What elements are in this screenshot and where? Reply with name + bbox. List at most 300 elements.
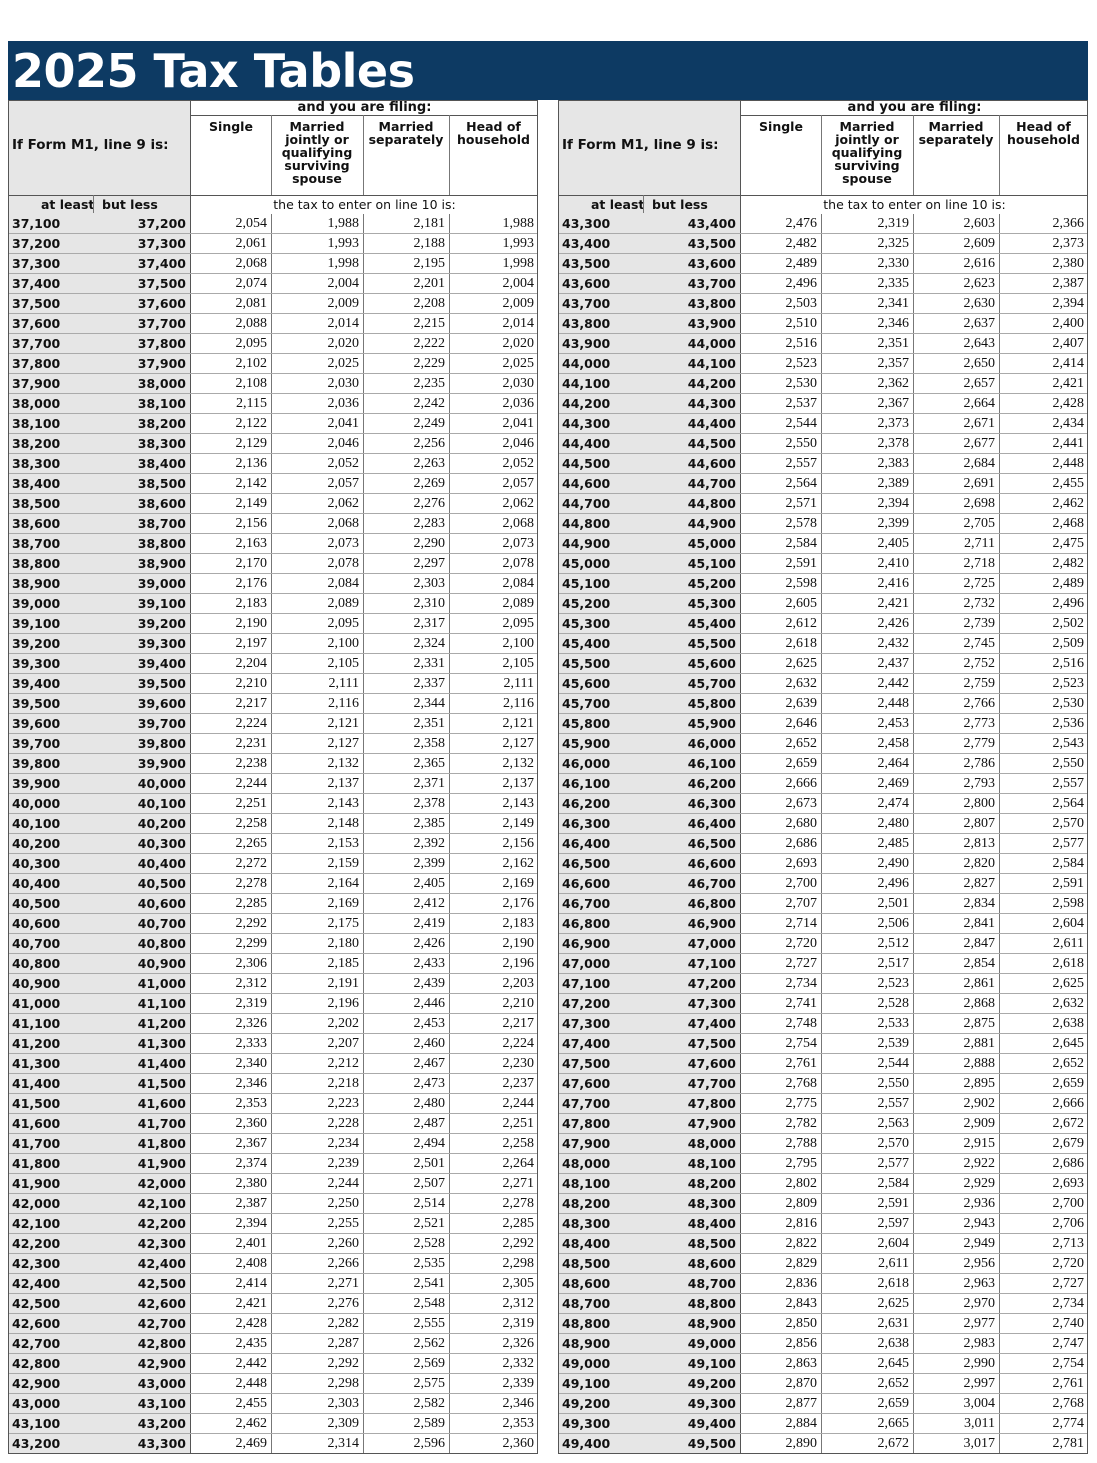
tax-married-joint: 2,084 — [271, 574, 363, 594]
income-but-less: 37,600 — [93, 294, 191, 314]
tax-single: 2,802 — [785, 1176, 817, 1191]
table-row — [558, 1074, 1088, 1094]
filing-status-label: and you are filing: — [191, 100, 538, 116]
income-at-least: 45,200 — [558, 594, 643, 614]
income-but-less: 49,500 — [643, 1434, 741, 1454]
tax-single: 2,258 — [235, 816, 267, 831]
tax-single: 2,353 — [235, 1096, 267, 1111]
income-at-least: 39,600 — [8, 714, 93, 734]
tax-married-separate: 2,684 — [913, 454, 999, 474]
table-row — [8, 234, 538, 254]
table-row — [558, 274, 1088, 294]
tax-married-separate: 2,664 — [913, 394, 999, 414]
income-at-least: 41,700 — [8, 1134, 93, 1154]
tax-single: 2,564 — [785, 476, 817, 491]
tax-married-joint: 2,604 — [821, 1234, 913, 1254]
tax-married-separate: 2,915 — [913, 1134, 999, 1154]
tax-single: 2,850 — [785, 1316, 817, 1331]
income-but-less: 41,600 — [93, 1094, 191, 1114]
income-at-least: 47,400 — [558, 1034, 643, 1054]
income-but-less: 45,800 — [643, 694, 741, 714]
tax-head-of-household: 2,224 — [449, 1034, 538, 1054]
tax-single: 2,666 — [785, 776, 817, 791]
income-at-least: 46,200 — [558, 794, 643, 814]
table-row — [8, 1274, 538, 1294]
income-at-least: 49,000 — [558, 1354, 643, 1374]
tax-single: 2,204 — [235, 656, 267, 671]
tax-married-separate: 2,569 — [363, 1354, 449, 1374]
tax-married-separate: 2,616 — [913, 254, 999, 274]
income-at-least: 38,600 — [8, 514, 93, 534]
tax-head-of-household: 2,353 — [449, 1414, 538, 1434]
income-but-less: 42,300 — [93, 1234, 191, 1254]
income-but-less: 47,100 — [643, 954, 741, 974]
table-row — [8, 474, 538, 494]
tax-head-of-household: 2,679 — [999, 1134, 1088, 1154]
table-row — [558, 854, 1088, 874]
tax-head-of-household: 2,004 — [449, 274, 538, 294]
income-but-less: 37,200 — [93, 214, 191, 234]
income-but-less: 46,900 — [643, 914, 741, 934]
tax-single: 2,639 — [785, 696, 817, 711]
tax-married-separate: 2,745 — [913, 634, 999, 654]
tax-married-joint: 2,041 — [271, 414, 363, 434]
income-at-least: 47,300 — [558, 1014, 643, 1034]
income-at-least: 37,900 — [8, 374, 93, 394]
table-row — [558, 1234, 1088, 1254]
tax-head-of-household: 2,584 — [999, 854, 1088, 874]
income-but-less: 47,400 — [643, 1014, 741, 1034]
tax-married-separate: 2,596 — [363, 1434, 449, 1454]
income-but-less: 49,400 — [643, 1414, 741, 1434]
tax-head-of-household: 2,394 — [999, 294, 1088, 314]
table-row — [8, 1034, 538, 1054]
tax-head-of-household: 2,441 — [999, 434, 1088, 454]
tax-married-separate: 2,786 — [913, 754, 999, 774]
income-but-less: 43,700 — [643, 274, 741, 294]
table-row — [558, 1314, 1088, 1334]
tax-single: 2,489 — [785, 256, 817, 271]
tax-single: 2,312 — [235, 976, 267, 991]
tax-single: 2,442 — [235, 1356, 267, 1371]
income-but-less: 48,600 — [643, 1254, 741, 1274]
income-at-least: 45,400 — [558, 634, 643, 654]
tax-single: 2,462 — [235, 1416, 267, 1431]
income-but-less: 39,400 — [93, 654, 191, 674]
tax-head-of-household: 2,570 — [999, 814, 1088, 834]
income-but-less: 48,200 — [643, 1174, 741, 1194]
income-at-least: 48,200 — [558, 1194, 643, 1214]
table-row — [558, 1274, 1088, 1294]
tax-single: 2,360 — [235, 1116, 267, 1131]
tax-married-joint: 2,218 — [271, 1074, 363, 1094]
tax-married-joint: 2,659 — [821, 1394, 913, 1414]
income-at-least: 44,400 — [558, 434, 643, 454]
tax-married-separate: 2,956 — [913, 1254, 999, 1274]
tax-married-separate: 2,331 — [363, 654, 449, 674]
income-at-least: 42,100 — [8, 1214, 93, 1234]
tax-married-separate: 2,970 — [913, 1294, 999, 1314]
tax-married-joint: 2,378 — [821, 434, 913, 454]
income-but-less: 47,700 — [643, 1074, 741, 1094]
tax-married-separate: 2,650 — [913, 354, 999, 374]
tax-head-of-household: 2,244 — [449, 1094, 538, 1114]
income-at-least: 45,100 — [558, 574, 643, 594]
tax-married-joint: 2,100 — [271, 634, 363, 654]
income-at-least: 46,300 — [558, 814, 643, 834]
tax-head-of-household: 2,611 — [999, 934, 1088, 954]
tax-single: 2,557 — [785, 456, 817, 471]
tax-married-joint: 2,271 — [271, 1274, 363, 1294]
tax-head-of-household: 2,387 — [999, 274, 1088, 294]
tax-married-separate: 2,181 — [363, 214, 449, 234]
income-but-less: 46,600 — [643, 854, 741, 874]
tax-head-of-household: 2,196 — [449, 954, 538, 974]
table-row — [8, 374, 538, 394]
tax-married-joint: 2,335 — [821, 274, 913, 294]
tax-married-separate: 2,773 — [913, 714, 999, 734]
tax-married-separate: 2,494 — [363, 1134, 449, 1154]
tax-married-joint: 2,303 — [271, 1394, 363, 1414]
tax-married-joint: 2,121 — [271, 714, 363, 734]
tax-single: 2,761 — [785, 1056, 817, 1071]
income-at-least: 40,000 — [8, 794, 93, 814]
tax-single: 2,659 — [785, 756, 817, 771]
tax-married-joint: 2,164 — [271, 874, 363, 894]
income-at-least: 48,100 — [558, 1174, 643, 1194]
table-row — [8, 1154, 538, 1174]
tax-married-separate: 2,263 — [363, 454, 449, 474]
income-but-less: 45,700 — [643, 674, 741, 694]
tax-married-joint: 2,665 — [821, 1414, 913, 1434]
tax-head-of-household: 2,693 — [999, 1174, 1088, 1194]
tax-married-joint: 2,143 — [271, 794, 363, 814]
tax-single: 2,108 — [235, 376, 267, 391]
tax-married-joint: 2,416 — [821, 574, 913, 594]
income-at-least: 47,900 — [558, 1134, 643, 1154]
income-but-less: 44,000 — [643, 334, 741, 354]
table-row — [558, 694, 1088, 714]
tax-line-label: the tax to enter on line 10 is: — [741, 195, 1088, 214]
tax-married-joint: 2,362 — [821, 374, 913, 394]
income-but-less: 40,300 — [93, 834, 191, 854]
tax-single: 2,408 — [235, 1256, 267, 1271]
tax-single: 2,510 — [785, 316, 817, 331]
table-row — [558, 314, 1088, 334]
tax-head-of-household: 2,727 — [999, 1274, 1088, 1294]
tax-single: 2,625 — [785, 656, 817, 671]
income-at-least: 42,700 — [8, 1334, 93, 1354]
tax-single: 2,537 — [785, 396, 817, 411]
income-but-less: 38,300 — [93, 434, 191, 454]
income-at-least: 40,200 — [8, 834, 93, 854]
tax-single: 2,068 — [235, 256, 267, 271]
tax-married-joint: 2,314 — [271, 1434, 363, 1454]
table-row — [8, 534, 538, 554]
tax-single: 2,190 — [235, 616, 267, 631]
income-but-less: 42,900 — [93, 1354, 191, 1374]
income-but-less: 46,300 — [643, 794, 741, 814]
tax-married-separate: 2,698 — [913, 494, 999, 514]
income-but-less: 44,300 — [643, 394, 741, 414]
tax-single: 2,673 — [785, 796, 817, 811]
income-but-less: 44,100 — [643, 354, 741, 374]
tax-head-of-household: 2,468 — [999, 514, 1088, 534]
tax-married-joint: 2,480 — [821, 814, 913, 834]
table-row — [558, 634, 1088, 654]
table-row — [8, 1014, 538, 1034]
tax-head-of-household: 2,312 — [449, 1294, 538, 1314]
table-row — [8, 294, 538, 314]
table-row — [8, 854, 538, 874]
tax-head-of-household: 2,203 — [449, 974, 538, 994]
income-but-less: 38,400 — [93, 454, 191, 474]
income-but-less: 41,300 — [93, 1034, 191, 1054]
tax-head-of-household: 2,516 — [999, 654, 1088, 674]
col-married-joint-header: Married jointly or qualifying surviving spouse — [281, 119, 353, 186]
tax-married-joint: 2,539 — [821, 1034, 913, 1054]
income-but-less: 42,200 — [93, 1214, 191, 1234]
tax-single: 2,387 — [235, 1196, 267, 1211]
income-but-less: 48,400 — [643, 1214, 741, 1234]
tax-married-joint: 2,544 — [821, 1054, 913, 1074]
tax-head-of-household: 2,073 — [449, 534, 538, 554]
tax-married-separate: 2,779 — [913, 734, 999, 754]
income-at-least: 47,200 — [558, 994, 643, 1014]
tax-married-joint: 2,437 — [821, 654, 913, 674]
tax-married-separate: 2,657 — [913, 374, 999, 394]
tax-head-of-household: 2,041 — [449, 414, 538, 434]
income-but-less: 38,700 — [93, 514, 191, 534]
tax-single: 2,394 — [235, 1216, 267, 1231]
table-row — [8, 1434, 538, 1454]
income-at-least: 40,600 — [8, 914, 93, 934]
tax-single: 2,061 — [235, 236, 267, 251]
tax-married-joint: 2,127 — [271, 734, 363, 754]
table-row — [558, 1214, 1088, 1234]
tax-head-of-household: 2,489 — [999, 574, 1088, 594]
table-row — [8, 974, 538, 994]
table-row — [558, 994, 1088, 1014]
tax-head-of-household: 2,530 — [999, 694, 1088, 714]
table-row — [558, 1294, 1088, 1314]
tax-married-separate: 2,983 — [913, 1334, 999, 1354]
tax-married-separate: 2,392 — [363, 834, 449, 854]
tax-married-separate: 2,235 — [363, 374, 449, 394]
header-divider — [449, 115, 450, 195]
tax-married-separate: 2,990 — [913, 1354, 999, 1374]
tax-single: 2,455 — [235, 1396, 267, 1411]
tax-married-separate: 2,732 — [913, 594, 999, 614]
income-but-less: 41,700 — [93, 1114, 191, 1134]
tax-single: 2,469 — [235, 1436, 267, 1451]
tax-head-of-household: 2,264 — [449, 1154, 538, 1174]
table-row — [558, 534, 1088, 554]
income-at-least: 39,200 — [8, 634, 93, 654]
income-at-least: 43,900 — [558, 334, 643, 354]
tax-married-separate: 2,412 — [363, 894, 449, 914]
income-but-less: 37,700 — [93, 314, 191, 334]
income-but-less: 46,100 — [643, 754, 741, 774]
tax-single: 2,870 — [785, 1376, 817, 1391]
income-but-less: 48,900 — [643, 1314, 741, 1334]
income-at-least: 42,000 — [8, 1194, 93, 1214]
tax-married-joint: 2,625 — [821, 1294, 913, 1314]
table-row — [558, 334, 1088, 354]
tax-head-of-household: 2,475 — [999, 534, 1088, 554]
tax-head-of-household: 2,292 — [449, 1234, 538, 1254]
income-at-least: 46,000 — [558, 754, 643, 774]
tax-single: 2,591 — [785, 556, 817, 571]
tax-married-separate: 2,997 — [913, 1374, 999, 1394]
tax-single: 2,714 — [785, 916, 817, 931]
col-married-sep-header: Married separately — [368, 119, 444, 147]
table-row — [558, 894, 1088, 914]
tax-single: 2,088 — [235, 316, 267, 331]
tax-married-separate: 2,813 — [913, 834, 999, 854]
table-row — [8, 1334, 538, 1354]
tax-single: 2,340 — [235, 1056, 267, 1071]
tax-head-of-household: 2,052 — [449, 454, 538, 474]
tax-head-of-household: 2,062 — [449, 494, 538, 514]
income-but-less: 45,500 — [643, 634, 741, 654]
income-at-least: 47,700 — [558, 1094, 643, 1114]
income-at-least: 41,400 — [8, 1074, 93, 1094]
tax-single: 2,775 — [785, 1096, 817, 1111]
income-at-least: 41,200 — [8, 1034, 93, 1054]
tax-married-separate: 2,541 — [363, 1274, 449, 1294]
tax-married-separate: 2,643 — [913, 334, 999, 354]
tax-married-joint: 2,089 — [271, 594, 363, 614]
income-at-least: 44,700 — [558, 494, 643, 514]
table-row — [558, 474, 1088, 494]
income-but-less: 43,600 — [643, 254, 741, 274]
tax-married-joint: 2,563 — [821, 1114, 913, 1134]
tax-married-joint: 2,442 — [821, 674, 913, 694]
income-at-least: 49,300 — [558, 1414, 643, 1434]
tax-married-joint: 2,137 — [271, 774, 363, 794]
tax-single: 2,646 — [785, 716, 817, 731]
income-but-less: 39,200 — [93, 614, 191, 634]
tax-head-of-household: 2,462 — [999, 494, 1088, 514]
income-but-less: 40,200 — [93, 814, 191, 834]
income-but-less: 43,400 — [643, 214, 741, 234]
income-but-less: 39,600 — [93, 694, 191, 714]
tax-married-joint: 2,325 — [821, 234, 913, 254]
tax-married-joint: 2,239 — [271, 1154, 363, 1174]
tax-married-separate: 2,875 — [913, 1014, 999, 1034]
income-at-least: 44,800 — [558, 514, 643, 534]
tax-head-of-household: 2,428 — [999, 394, 1088, 414]
table-row — [8, 334, 538, 354]
tax-married-joint: 2,523 — [821, 974, 913, 994]
tax-single: 2,476 — [785, 216, 817, 231]
tax-head-of-household: 2,095 — [449, 614, 538, 634]
tax-single: 2,863 — [785, 1356, 817, 1371]
tax-married-joint: 2,474 — [821, 794, 913, 814]
income-but-less: 42,600 — [93, 1294, 191, 1314]
income-but-less: 38,000 — [93, 374, 191, 394]
tax-married-joint: 2,458 — [821, 734, 913, 754]
header-divider — [643, 195, 644, 213]
tax-head-of-household: 2,089 — [449, 594, 538, 614]
table-row — [558, 674, 1088, 694]
tax-head-of-household: 2,720 — [999, 1254, 1088, 1274]
tax-head-of-household: 2,346 — [449, 1394, 538, 1414]
tax-married-separate: 2,188 — [363, 234, 449, 254]
income-but-less: 44,200 — [643, 374, 741, 394]
table-row — [8, 1374, 538, 1394]
income-at-least: 46,700 — [558, 894, 643, 914]
income-but-less: 48,500 — [643, 1234, 741, 1254]
income-but-less: 38,900 — [93, 554, 191, 574]
tax-single: 2,374 — [235, 1156, 267, 1171]
income-at-least: 38,700 — [8, 534, 93, 554]
tax-single: 2,231 — [235, 736, 267, 751]
tax-single: 2,571 — [785, 496, 817, 511]
income-but-less: 41,800 — [93, 1134, 191, 1154]
tax-single: 2,727 — [785, 956, 817, 971]
tax-married-separate: 2,446 — [363, 994, 449, 1014]
tax-single: 2,605 — [785, 596, 817, 611]
tax-married-separate: 2,371 — [363, 774, 449, 794]
tax-married-separate: 2,480 — [363, 1094, 449, 1114]
tax-head-of-household: 2,421 — [999, 374, 1088, 394]
income-at-least: 40,800 — [8, 954, 93, 974]
but-less-label: but less — [652, 197, 708, 212]
income-at-least: 41,000 — [8, 994, 93, 1014]
income-at-least: 42,500 — [8, 1294, 93, 1314]
tax-single: 2,816 — [785, 1216, 817, 1231]
income-at-least: 39,100 — [8, 614, 93, 634]
tax-married-joint: 2,469 — [821, 774, 913, 794]
tax-head-of-household: 2,543 — [999, 734, 1088, 754]
title-bar — [8, 41, 1088, 100]
tax-married-joint: 2,490 — [821, 854, 913, 874]
tax-married-joint: 2,383 — [821, 454, 913, 474]
income-at-least: 43,200 — [8, 1434, 93, 1454]
table-row — [8, 494, 538, 514]
tax-head-of-household: 2,761 — [999, 1374, 1088, 1394]
table-row — [558, 834, 1088, 854]
tax-single: 2,550 — [785, 436, 817, 451]
tax-married-separate: 2,895 — [913, 1074, 999, 1094]
tax-head-of-household: 2,536 — [999, 714, 1088, 734]
table-row — [8, 254, 538, 274]
tax-married-joint: 2,282 — [271, 1314, 363, 1334]
tax-married-separate: 2,847 — [913, 934, 999, 954]
income-at-least: 37,700 — [8, 334, 93, 354]
tax-married-separate: 2,949 — [913, 1234, 999, 1254]
income-at-least: 37,100 — [8, 214, 93, 234]
income-but-less: 42,800 — [93, 1334, 191, 1354]
income-but-less: 41,500 — [93, 1074, 191, 1094]
table-row — [558, 574, 1088, 594]
tax-married-separate: 2,365 — [363, 754, 449, 774]
tax-married-separate: 2,630 — [913, 294, 999, 314]
income-but-less: 45,300 — [643, 594, 741, 614]
tax-married-joint: 2,584 — [821, 1174, 913, 1194]
income-but-less: 39,000 — [93, 574, 191, 594]
table-row — [558, 954, 1088, 974]
tax-married-separate: 2,739 — [913, 614, 999, 634]
tax-married-joint: 2,212 — [271, 1054, 363, 1074]
income-at-least: 44,300 — [558, 414, 643, 434]
tax-head-of-household: 2,557 — [999, 774, 1088, 794]
income-at-least: 40,900 — [8, 974, 93, 994]
tax-married-separate: 2,623 — [913, 274, 999, 294]
header-divider — [363, 115, 364, 195]
